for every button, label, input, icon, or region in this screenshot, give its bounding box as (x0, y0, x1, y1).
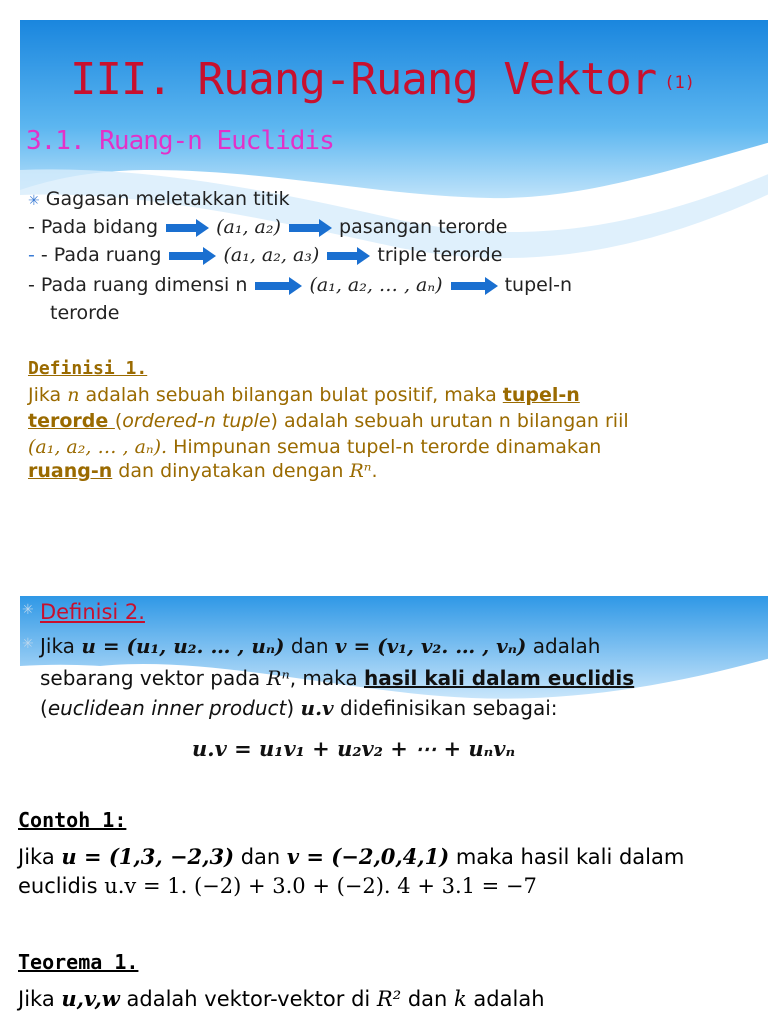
definition-1-line: (a₁, a₂, … , aₙ). Himpunan semua tupel-n terorde dinamakan (28, 436, 602, 458)
slide-number: (1) (664, 73, 695, 93)
list-item-continuation: terorde (50, 302, 120, 324)
right-arrow-icon (449, 276, 499, 296)
definition-1-heading: Definisi 1. (28, 358, 148, 379)
right-arrow-icon (325, 246, 371, 266)
inner-product-formula: u.v = u₁v₁ + u₂v₂ + ⋯ + uₙvₙ (192, 736, 516, 761)
right-arrow-icon (253, 276, 303, 296)
slide-2 (20, 596, 768, 784)
right-arrow-icon (287, 218, 333, 238)
bullet-icon: ✳ (22, 636, 34, 652)
definition-2-line: sebarang vektor pada Rⁿ, maka hasil kali dalam euclidis (40, 666, 635, 690)
definition-1-line: Jika n adalah sebuah bilangan bulat positif, maka tupel-n (28, 384, 580, 406)
theorem-1-heading: Teorema 1. (18, 950, 139, 974)
list-item: - Pada ruang dimensi n (a₁, a₂, … , aₙ) tupel-n (28, 274, 573, 296)
list-item: - Pada bidang (a₁, a₂) pasangan terorde (28, 216, 508, 238)
list-item: - - Pada ruang (a₁, a₂, a₃) triple terorde (28, 244, 503, 266)
definition-2-line: Jika u = (u₁, u₂. … , uₙ) dan v = (v₁, v₂. … , vₙ) adalah (40, 634, 601, 658)
right-arrow-icon (164, 218, 210, 238)
definition-2-line: (euclidean inner product) u.v didefinisikan sebagai: (40, 696, 558, 720)
example-1-line: euclidis u.v = 1. (−2) + 3.0 + (−2). 4 + 3.1 = −7 (18, 874, 537, 898)
section-subtitle: 3.1. Ruang-n Euclidis (26, 126, 334, 156)
bullet-icon: ✳ (22, 602, 34, 618)
example-1-heading: Contoh 1: (18, 808, 127, 832)
definition-2-heading: Definisi 2. (40, 600, 145, 624)
slide-1 (20, 20, 768, 490)
bullet-line: ✳ Gagasan meletakkan titik (28, 188, 290, 210)
definition-1-line: terorde (ordered-n tuple) adalah sebuah urutan n bilangan riil (28, 410, 629, 432)
definition-1-line: ruang-n dan dinyatakan dengan Rⁿ. (28, 460, 378, 482)
theorem-1-line: Jika u,v,w adalah vektor-vektor di R² dan k adalah (18, 986, 545, 1011)
example-1-line: Jika u = (1,3, −2,3) dan v = (−2,0,4,1) maka hasil kali dalam (18, 844, 685, 869)
slide-title: III. Ruang-Ruang Vektor (1) (70, 54, 695, 105)
right-arrow-icon (167, 246, 217, 266)
